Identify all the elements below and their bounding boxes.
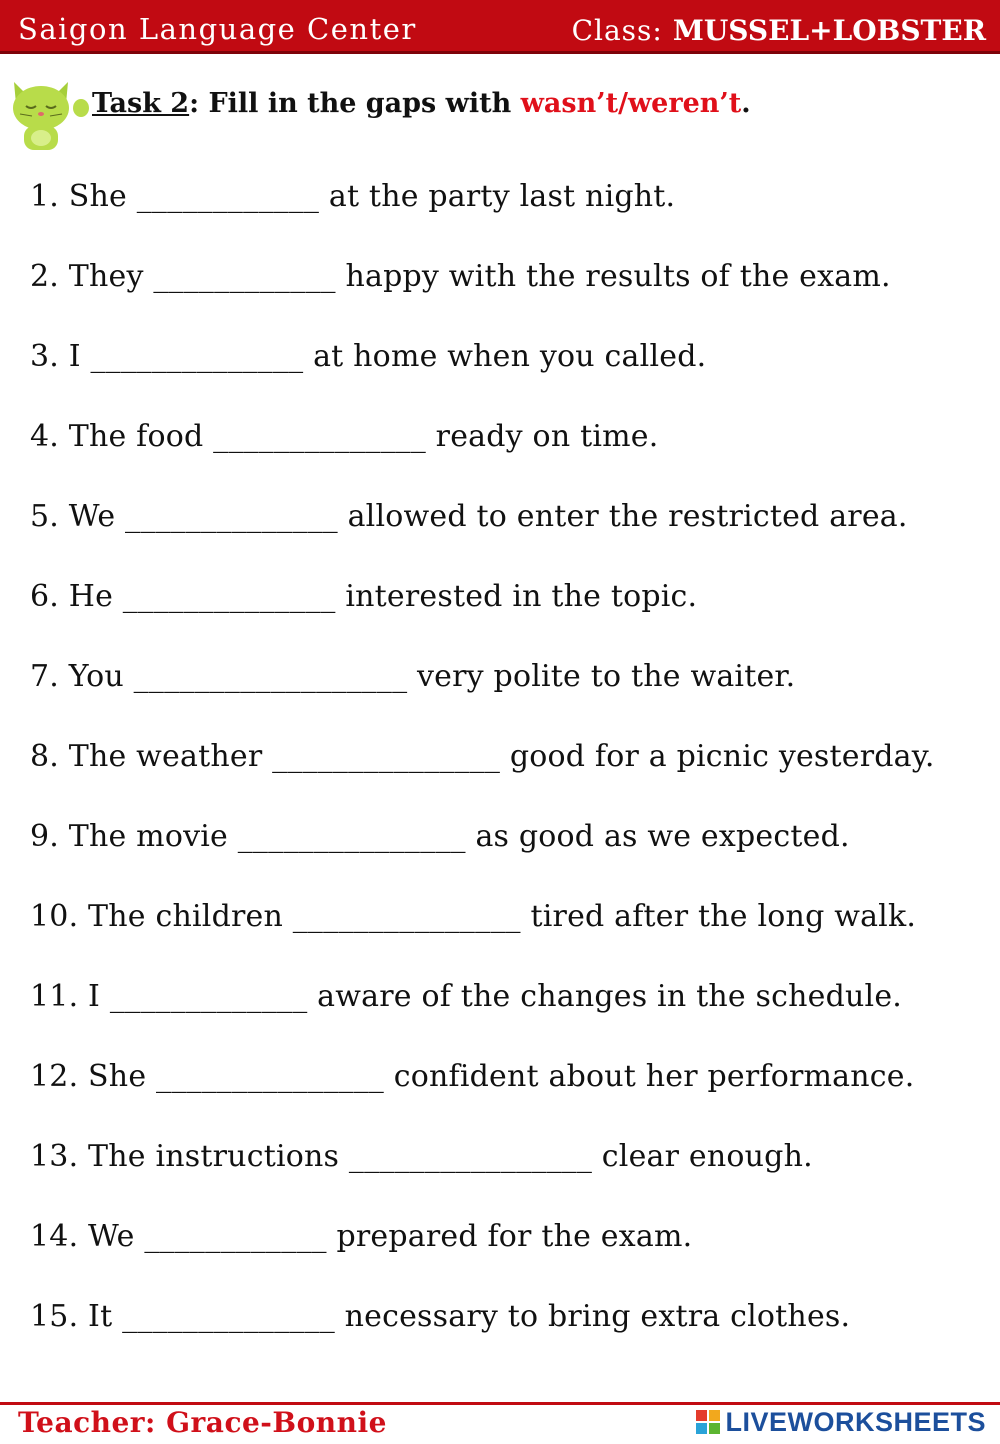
teacher-name: Teacher: Grace-Bonnie (18, 1406, 387, 1439)
exercise-item-7: 7. You __________________ very polite to the waiter. (30, 659, 796, 694)
exercise-item-4: 4. The food ______________ ready on time. (30, 419, 659, 454)
exercise-item-15: 15. It ______________ necessary to bring extra clothes. (30, 1299, 851, 1334)
exercise-item-2: 2. They ____________ happy with the results of the exam. (30, 259, 891, 294)
exercise-item-6: 6. He ______________ interested in the topic. (30, 579, 698, 614)
exercise-item-10: 10. The children _______________ tired after the long walk. (30, 899, 917, 934)
cat-mascot-icon (6, 74, 92, 154)
footer-divider (0, 1402, 1000, 1405)
header-bar (0, 0, 1000, 54)
exercise-item-13: 13. The instructions ________________ clear enough. (30, 1139, 813, 1174)
task-end-punct: . (741, 88, 751, 119)
class-value: MUSSEL+LOBSTER (672, 14, 986, 47)
exercise-item-8: 8. The weather _______________ good for a picnic yesterday. (30, 739, 935, 774)
task-instruction: : Fill in the gaps with (189, 88, 521, 119)
exercise-item-3: 3. I ______________ at home when you called. (30, 339, 707, 374)
exercise-item-1: 1. She ____________ at the party last night. (30, 179, 676, 214)
exercise-item-5: 5. We ______________ allowed to enter the restricted area. (30, 499, 908, 534)
center-name: Saigon Language Center (18, 12, 417, 46)
exercise-item-11: 11. I _____________ aware of the changes in the schedule. (30, 979, 903, 1014)
exercise-item-9: 9. The movie _______________ as good as we expected. (30, 819, 850, 854)
brand[interactable] (695, 1408, 986, 1436)
brand-name: LIVEWORKSHEETS (725, 1406, 986, 1437)
task-answer-options: wasn’t/weren’t (520, 88, 742, 119)
liveworksheets-logo-icon (695, 1409, 721, 1435)
exercise-list (30, 170, 995, 1370)
class-prefix: Class: (571, 14, 663, 47)
task-heading (92, 88, 751, 119)
class-label (572, 14, 986, 47)
header-underline (0, 51, 1000, 54)
exercise-item-12: 12. She _______________ confident about her performance. (30, 1059, 915, 1094)
task-label: Task 2 (92, 88, 190, 119)
exercise-item-14: 14. We ____________ prepared for the exam. (30, 1219, 693, 1254)
